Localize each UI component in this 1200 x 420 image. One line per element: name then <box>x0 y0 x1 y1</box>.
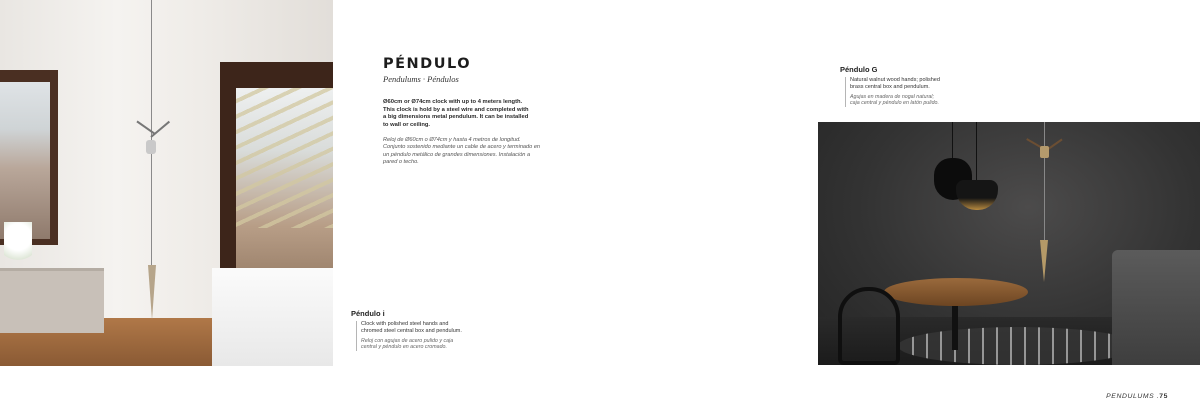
footer-section: PENDULUMS <box>1106 393 1155 400</box>
lamp-cord <box>976 122 977 180</box>
text-line: chromed steel central box and pendulum. <box>361 327 462 334</box>
text-line: brass central box and pendulum. <box>850 83 930 90</box>
model-spanish-text <box>850 94 940 107</box>
model-spanish-text <box>361 338 462 351</box>
pendulo-g-photo <box>818 122 1200 365</box>
clock-central-box <box>146 140 156 154</box>
page-footer <box>1106 393 1168 400</box>
staircase-structure <box>236 88 333 228</box>
text-line: Agujas en madera de nogal natural; <box>850 93 934 100</box>
clock-pendulum <box>1040 240 1048 282</box>
pendulo-i-photo <box>0 0 333 366</box>
round-table <box>884 278 1028 306</box>
model-english-text <box>850 77 940 91</box>
sideboard <box>0 268 104 333</box>
patterned-rug <box>898 327 1138 365</box>
text-line: caja central y péndulo en latón pulido. <box>850 100 939 107</box>
page-number: 75 <box>1159 393 1168 400</box>
section-title: PÉNDULO <box>383 56 472 72</box>
text-line: central y péndulo en acero cromado. <box>361 344 447 351</box>
model-description-pendulo-i <box>356 321 462 351</box>
clock-wire <box>1044 122 1045 240</box>
tufted-sofa <box>1112 250 1200 365</box>
model-description-pendulo-g <box>845 77 940 107</box>
description-english: Ø60cm or Ø74cm clock with up to 4 meters length. This clock is hold by a steel wire and completed with a big dimensions metal pendulum. It can be installed to wall or ceiling. <box>383 99 529 128</box>
section-subtitle: Pendulums · Péndulos <box>383 74 459 84</box>
table-leg <box>952 302 958 350</box>
black-chair <box>838 287 900 365</box>
footer-separator: . <box>1154 393 1160 400</box>
clock-central-box <box>1040 146 1049 158</box>
lamp-cord <box>952 122 953 160</box>
model-english-text <box>361 321 462 335</box>
description-spanish: Reloj de Ø60cm o Ø74cm y hasta 4 metros de longitud. Conjunto sostenido mediante un cable de acero y terminado en un péndulo metálico de grandes dimensiones. Instalación a pared o techo. <box>383 137 541 166</box>
text-line: Natural walnut wood hands; polished <box>850 77 940 83</box>
city-view-left <box>0 82 50 239</box>
text-line: Clock with polished steel hands and <box>361 321 449 327</box>
text-line: Reloj con agujas de acero pulido y caja <box>361 337 454 344</box>
flower-vase <box>4 222 32 272</box>
clock-pendulum <box>148 265 156 320</box>
model-name-pendulo-i: Péndulo i <box>351 309 385 318</box>
model-name-pendulo-g: Péndulo G <box>840 65 878 74</box>
white-furniture <box>212 268 333 366</box>
